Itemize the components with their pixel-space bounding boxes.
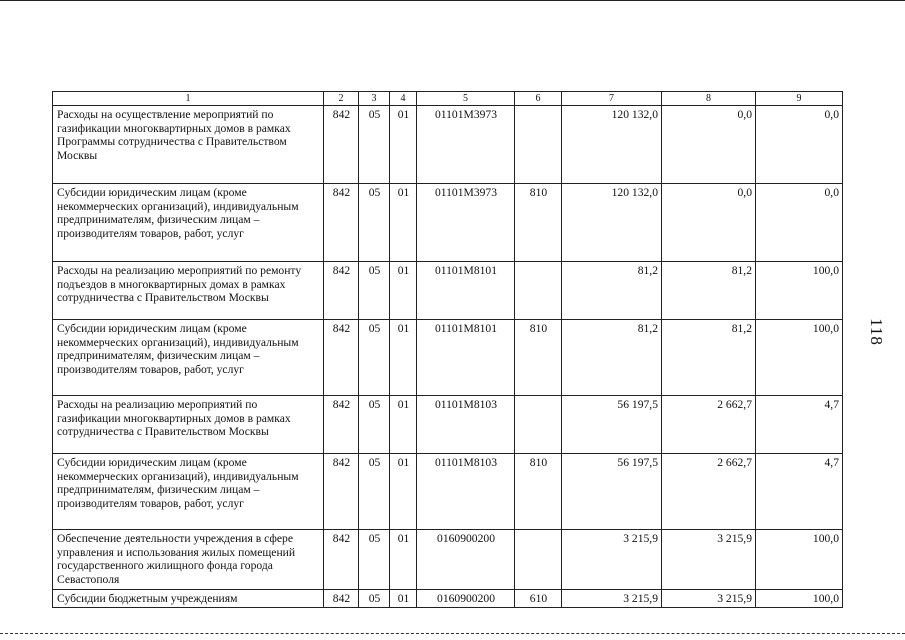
expense-type-cell: 810 — [515, 454, 562, 530]
plan-amount-cell: 56 197,5 — [562, 396, 662, 454]
actual-amount-cell: 3 215,9 — [662, 530, 756, 590]
expense-type-cell — [515, 530, 562, 590]
target-article-cell: 0160900200 — [417, 590, 515, 608]
plan-amount-cell: 3 215,9 — [562, 530, 662, 590]
plan-amount-cell: 81,2 — [562, 262, 662, 320]
target-article-cell: 01101M3973 — [417, 184, 515, 262]
expense-type-cell: 810 — [515, 320, 562, 396]
admin-code-cell: 842 — [324, 454, 359, 530]
row-name-cell: Субсидии бюджетным учреждениям — [53, 590, 324, 608]
percent-cell: 100,0 — [756, 590, 843, 608]
actual-amount-cell: 0,0 — [662, 106, 756, 184]
plan-amount-cell: 56 197,5 — [562, 454, 662, 530]
section-code-cell: 05 — [359, 320, 390, 396]
plan-amount-cell: 120 132,0 — [562, 184, 662, 262]
row-name-cell: Расходы на реализацию мероприятий по ремонту подъездов в многоквартирных домах в рамках сотрудничества с Правительством Москвы — [53, 262, 324, 320]
table-row — [53, 262, 843, 320]
section-code-cell: 05 — [359, 530, 390, 590]
subsection-code-cell: 01 — [390, 590, 417, 608]
table-row — [53, 590, 843, 608]
table-row — [53, 396, 843, 454]
admin-code-cell: 842 — [324, 184, 359, 262]
plan-amount-cell: 3 215,9 — [562, 590, 662, 608]
target-article-cell: 01101M8103 — [417, 396, 515, 454]
admin-code-cell: 842 — [324, 262, 359, 320]
budget-table — [52, 91, 843, 608]
section-code-cell: 05 — [359, 454, 390, 530]
column-header: 7 — [562, 92, 662, 106]
expense-type-cell — [515, 262, 562, 320]
section-code-cell: 05 — [359, 262, 390, 320]
percent-cell: 100,0 — [756, 530, 843, 590]
expense-type-cell — [515, 106, 562, 184]
percent-cell: 0,0 — [756, 184, 843, 262]
table-row — [53, 320, 843, 396]
subsection-code-cell: 01 — [390, 454, 417, 530]
plan-amount-cell: 81,2 — [562, 320, 662, 396]
scan-edge-bottom — [0, 633, 905, 634]
subsection-code-cell: 01 — [390, 530, 417, 590]
table-row — [53, 184, 843, 262]
plan-amount-cell: 120 132,0 — [562, 106, 662, 184]
column-header: 8 — [662, 92, 756, 106]
section-code-cell: 05 — [359, 184, 390, 262]
expense-type-cell: 610 — [515, 590, 562, 608]
subsection-code-cell: 01 — [390, 320, 417, 396]
table-row — [53, 454, 843, 530]
percent-cell: 4,7 — [756, 454, 843, 530]
column-header: 5 — [417, 92, 515, 106]
actual-amount-cell: 2 662,7 — [662, 396, 756, 454]
column-header: 2 — [324, 92, 359, 106]
admin-code-cell: 842 — [324, 590, 359, 608]
table-row — [53, 106, 843, 184]
target-article-cell: 01101M3973 — [417, 106, 515, 184]
expense-type-cell — [515, 396, 562, 454]
percent-cell: 100,0 — [756, 320, 843, 396]
admin-code-cell: 842 — [324, 320, 359, 396]
column-header: 9 — [756, 92, 843, 106]
percent-cell: 100,0 — [756, 262, 843, 320]
admin-code-cell: 842 — [324, 396, 359, 454]
admin-code-cell: 842 — [324, 106, 359, 184]
table-row — [53, 530, 843, 590]
subsection-code-cell: 01 — [390, 262, 417, 320]
target-article-cell: 0160900200 — [417, 530, 515, 590]
percent-cell: 0,0 — [756, 106, 843, 184]
column-header: 4 — [390, 92, 417, 106]
row-name-cell: Субсидии юридическим лицам (кроме некоммерческих организаций), индивидуальным предпринимателям, физическим лицам – производителям товаров, работ, услуг — [53, 454, 324, 530]
actual-amount-cell: 81,2 — [662, 262, 756, 320]
section-code-cell: 05 — [359, 396, 390, 454]
actual-amount-cell: 3 215,9 — [662, 590, 756, 608]
page-number: 118 — [867, 318, 886, 346]
scan-edge-top — [0, 0, 905, 3]
row-name-cell: Обеспечение деятельности учреждения в сфере управления и использования жилых помещений государственного жилищного фонда города Севастополя — [53, 530, 324, 590]
subsection-code-cell: 01 — [390, 396, 417, 454]
column-header: 6 — [515, 92, 562, 106]
column-header: 3 — [359, 92, 390, 106]
target-article-cell: 01101M8101 — [417, 262, 515, 320]
actual-amount-cell: 0,0 — [662, 184, 756, 262]
actual-amount-cell: 81,2 — [662, 320, 756, 396]
row-name-cell: Субсидии юридическим лицам (кроме некоммерческих организаций), индивидуальным предпринимателям, физическим лицам – производителям товаров, работ, услуг — [53, 320, 324, 396]
expense-type-cell: 810 — [515, 184, 562, 262]
column-number-header-row — [53, 92, 843, 106]
row-name-cell: Расходы на реализацию мероприятий по газификации многоквартирных домов в рамках сотрудничества с Правительством Москвы — [53, 396, 324, 454]
target-article-cell: 01101M8101 — [417, 320, 515, 396]
admin-code-cell: 842 — [324, 530, 359, 590]
percent-cell: 4,7 — [756, 396, 843, 454]
actual-amount-cell: 2 662,7 — [662, 454, 756, 530]
subsection-code-cell: 01 — [390, 184, 417, 262]
row-name-cell: Расходы на осуществление мероприятий по газификации многоквартирных домов в рамках Программы сотрудничества с Правительством Москвы — [53, 106, 324, 184]
subsection-code-cell: 01 — [390, 106, 417, 184]
section-code-cell: 05 — [359, 590, 390, 608]
target-article-cell: 01101M8103 — [417, 454, 515, 530]
column-header: 1 — [53, 92, 324, 106]
row-name-cell: Субсидии юридическим лицам (кроме некоммерческих организаций), индивидуальным предпринимателям, физическим лицам – производителям товаров, работ, услуг — [53, 184, 324, 262]
section-code-cell: 05 — [359, 106, 390, 184]
